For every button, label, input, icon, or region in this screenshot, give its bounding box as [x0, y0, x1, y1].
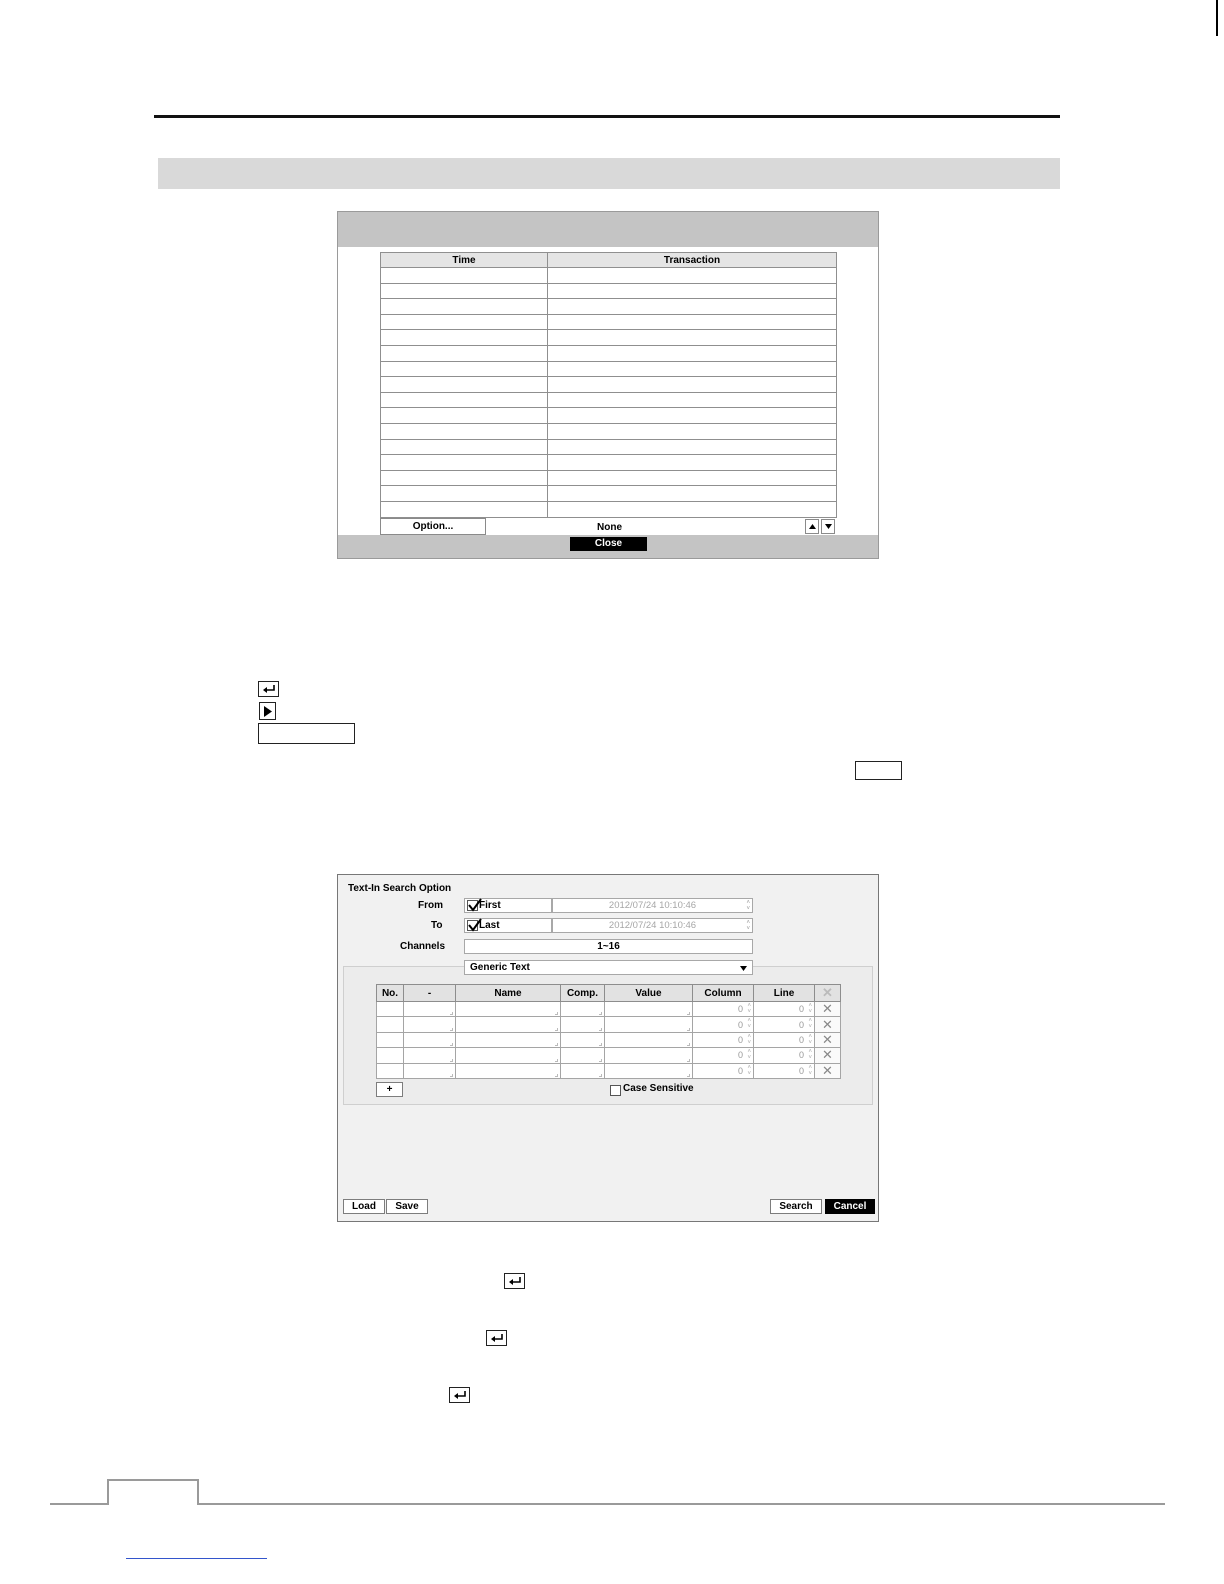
- dropdown-tick-icon: [687, 1074, 690, 1077]
- search-button[interactable]: Search: [770, 1199, 822, 1214]
- delete-row-icon[interactable]: ✕: [815, 1017, 841, 1032]
- transaction-cell: [548, 361, 837, 377]
- enter-key-icon: [486, 1330, 507, 1346]
- time-cell: [381, 361, 548, 377]
- dropdown-tick-icon: [450, 1059, 453, 1062]
- save-button[interactable]: Save: [386, 1199, 428, 1214]
- dash-cell[interactable]: [404, 1017, 456, 1032]
- table-row[interactable]: [381, 299, 837, 315]
- table-row[interactable]: [381, 408, 837, 424]
- arrow-up-icon: [809, 524, 816, 529]
- dropdown-tick-icon: [555, 1012, 558, 1015]
- name-cell[interactable]: [456, 1032, 561, 1047]
- transaction-cell: [548, 377, 837, 393]
- spin-icon[interactable]: ˄ ˅: [808, 1033, 812, 1046]
- enter-key-icon: [504, 1273, 525, 1289]
- transaction-cell: [548, 392, 837, 408]
- line-cell[interactable]: 0 ˄ ˅: [754, 1048, 815, 1063]
- from-first-field[interactable]: [464, 898, 552, 913]
- footer-rule: [50, 1503, 108, 1505]
- line-cell[interactable]: 0 ˄ ˅: [754, 1063, 815, 1078]
- column-header-dash: -: [404, 985, 456, 1002]
- from-datetime-field[interactable]: [552, 898, 753, 913]
- comp-cell[interactable]: [561, 1017, 605, 1032]
- value-cell[interactable]: [605, 1032, 693, 1047]
- footer-rule: [198, 1503, 1165, 1505]
- dropdown-tick-icon: [555, 1043, 558, 1046]
- dropdown-tick-icon: [687, 1028, 690, 1031]
- line-cell[interactable]: 0 ˄ ˅: [754, 1017, 815, 1032]
- device-type-value: Generic Text: [470, 962, 530, 973]
- comp-cell[interactable]: [561, 1002, 605, 1017]
- dropdown-tick-icon: [687, 1012, 690, 1015]
- column-header-no: No.: [377, 985, 404, 1002]
- option-button[interactable]: Option...: [380, 518, 486, 535]
- enter-key-icon: [449, 1387, 470, 1403]
- dash-cell[interactable]: [404, 1032, 456, 1047]
- transaction-cell: [548, 486, 837, 502]
- criteria-table: [376, 984, 841, 1079]
- time-cell: [381, 455, 548, 471]
- from-first-label: First: [479, 900, 501, 911]
- spin-icon[interactable]: ˄ ˅: [808, 1064, 812, 1077]
- text-in-search-results-dialog: [337, 211, 879, 559]
- scroll-up-button[interactable]: [805, 519, 819, 534]
- dropdown-tick-icon: [555, 1028, 558, 1031]
- delete-row-icon[interactable]: ✕: [815, 1002, 841, 1017]
- spin-icon[interactable]: ˄ ˅: [808, 1018, 812, 1031]
- table-row[interactable]: [381, 361, 837, 377]
- channels-field[interactable]: [464, 939, 753, 954]
- dropdown-tick-icon: [450, 1012, 453, 1015]
- table-row[interactable]: [381, 470, 837, 486]
- criteria-row: [377, 1017, 841, 1032]
- column-cell[interactable]: 0 ˄ ˅: [693, 1032, 754, 1047]
- transaction-cell: [548, 408, 837, 424]
- time-cell: [381, 439, 548, 455]
- table-row[interactable]: [381, 392, 837, 408]
- table-row[interactable]: [381, 345, 837, 361]
- column-cell[interactable]: 0 ˄ ˅: [693, 1017, 754, 1032]
- comp-cell[interactable]: [561, 1032, 605, 1047]
- delete-row-icon[interactable]: ✕: [815, 1048, 841, 1063]
- spin-icon[interactable]: ˄ ˅: [746, 920, 750, 932]
- no-cell: [377, 1063, 404, 1078]
- to-last-checkbox[interactable]: [467, 920, 478, 931]
- spin-icon[interactable]: ˄ ˅: [808, 1003, 812, 1015]
- transaction-cell: [548, 455, 837, 471]
- time-cell: [381, 314, 548, 330]
- criteria-row: [377, 1048, 841, 1063]
- dialog-title-bar: [338, 212, 878, 247]
- chevron-down-icon: [740, 966, 747, 971]
- no-cell: [377, 1002, 404, 1017]
- column-header-transaction[interactable]: Transaction: [548, 253, 837, 268]
- table-row[interactable]: [381, 314, 837, 330]
- transaction-cell: [548, 299, 837, 315]
- to-datetime-field[interactable]: [552, 918, 753, 933]
- dropdown-tick-icon: [687, 1059, 690, 1062]
- column-header-value: Value: [605, 985, 693, 1002]
- dropdown-tick-icon: [555, 1059, 558, 1062]
- channels-label: Channels: [400, 941, 446, 952]
- time-cell: [381, 330, 548, 346]
- value-cell[interactable]: [605, 1002, 693, 1017]
- delete-row-icon[interactable]: ✕: [815, 1032, 841, 1047]
- case-sensitive-label: Case Sensitive: [623, 1083, 694, 1094]
- delete-all-icon: ✕: [815, 985, 841, 1002]
- table-row[interactable]: [381, 486, 837, 502]
- header-rule: [154, 115, 1060, 118]
- criteria-row: [377, 1002, 841, 1017]
- time-cell: [381, 345, 548, 361]
- table-row[interactable]: [381, 377, 837, 393]
- line-cell[interactable]: 0 ˄ ˅: [754, 1002, 815, 1017]
- channels-value: 1~16: [597, 941, 620, 952]
- from-datetime-value: 2012/07/24 10:10:46: [608, 900, 697, 911]
- transaction-cell: [548, 314, 837, 330]
- value-cell[interactable]: [605, 1017, 693, 1032]
- dropdown-tick-icon: [450, 1028, 453, 1031]
- transaction-cell: [548, 470, 837, 486]
- name-cell[interactable]: [456, 1063, 561, 1078]
- transaction-cell: [548, 283, 837, 299]
- page-corner-mark: [1216, 0, 1218, 36]
- column-cell[interactable]: 0 ˄ ˅: [693, 1048, 754, 1063]
- name-cell[interactable]: [456, 1048, 561, 1063]
- name-cell[interactable]: [456, 1017, 561, 1032]
- arrow-down-icon: [825, 524, 832, 529]
- from-first-checkbox[interactable]: [467, 900, 478, 911]
- section-heading-band: [158, 158, 1060, 189]
- criteria-row: [377, 1032, 841, 1047]
- time-cell: [381, 501, 548, 517]
- menu-button-icon: [258, 723, 355, 744]
- dropdown-tick-icon: [687, 1043, 690, 1046]
- transaction-cell: [548, 501, 837, 517]
- dropdown-tick-icon: [599, 1074, 602, 1077]
- add-criteria-button[interactable]: +: [376, 1082, 403, 1097]
- time-cell: [381, 283, 548, 299]
- dropdown-tick-icon: [599, 1012, 602, 1015]
- column-header-column: Column: [693, 985, 754, 1002]
- device-type-dropdown[interactable]: [464, 960, 753, 975]
- column-header-line: Line: [754, 985, 815, 1002]
- time-cell: [381, 423, 548, 439]
- spin-icon[interactable]: ˄ ˅: [747, 1033, 751, 1046]
- criteria-row: [377, 1063, 841, 1078]
- column-header-time[interactable]: Time: [381, 253, 548, 268]
- dropdown-tick-icon: [599, 1059, 602, 1062]
- comp-cell[interactable]: [561, 1048, 605, 1063]
- table-row[interactable]: [381, 501, 837, 517]
- name-cell[interactable]: [456, 1002, 561, 1017]
- no-cell: [377, 1032, 404, 1047]
- time-cell: [381, 470, 548, 486]
- time-cell: [381, 377, 548, 393]
- dash-cell[interactable]: [404, 1048, 456, 1063]
- page-number-tab: [107, 1479, 199, 1505]
- time-cell: [381, 486, 548, 502]
- transaction-cell: [548, 345, 837, 361]
- comp-cell[interactable]: [561, 1063, 605, 1078]
- time-cell: [381, 408, 548, 424]
- delete-row-icon[interactable]: ✕: [815, 1063, 841, 1078]
- footer-link-underline: [126, 1558, 267, 1559]
- time-cell: [381, 268, 548, 284]
- table-row[interactable]: [381, 283, 837, 299]
- spin-icon[interactable]: ˄ ˅: [747, 1003, 751, 1015]
- filter-status-label: None: [597, 522, 622, 533]
- dash-cell[interactable]: [404, 1063, 456, 1078]
- to-label: To: [431, 920, 443, 931]
- transaction-cell: [548, 439, 837, 455]
- to-datetime-value: 2012/07/24 10:10:46: [608, 920, 697, 931]
- transaction-cell: [548, 423, 837, 439]
- to-last-label: Last: [479, 920, 500, 931]
- from-label: From: [418, 900, 443, 911]
- spin-icon[interactable]: ˄ ˅: [808, 1049, 812, 1062]
- spin-icon[interactable]: ˄ ˅: [747, 1018, 751, 1031]
- text-in-search-option-dialog: [337, 874, 879, 1222]
- transaction-cell: [548, 330, 837, 346]
- dropdown-tick-icon: [450, 1043, 453, 1046]
- dropdown-tick-icon: [599, 1028, 602, 1031]
- no-cell: [377, 1048, 404, 1063]
- value-cell[interactable]: [605, 1063, 693, 1078]
- column-cell[interactable]: 0 ˄ ˅: [693, 1002, 754, 1017]
- time-cell: [381, 299, 548, 315]
- line-cell[interactable]: 0 ˄ ˅: [754, 1032, 815, 1047]
- results-table: [380, 252, 837, 518]
- time-cell: [381, 392, 548, 408]
- enter-key-icon: [258, 681, 279, 697]
- spin-icon[interactable]: ˄ ˅: [747, 1049, 751, 1062]
- column-cell[interactable]: 0 ˄ ˅: [693, 1063, 754, 1078]
- scroll-down-button[interactable]: [821, 519, 835, 534]
- dropdown-tick-icon: [555, 1074, 558, 1077]
- case-sensitive-checkbox[interactable]: [610, 1085, 621, 1096]
- close-button[interactable]: Close: [570, 537, 647, 551]
- value-cell[interactable]: [605, 1048, 693, 1063]
- cancel-button[interactable]: Cancel: [825, 1199, 875, 1214]
- button-icon: [855, 761, 902, 780]
- transaction-cell: [548, 268, 837, 284]
- to-last-field[interactable]: [464, 918, 552, 933]
- play-key-icon: [259, 702, 276, 720]
- spin-icon[interactable]: ˄ ˅: [747, 1064, 751, 1077]
- table-row[interactable]: [381, 268, 837, 284]
- dropdown-tick-icon: [450, 1074, 453, 1077]
- dropdown-tick-icon: [599, 1043, 602, 1046]
- column-header-name: Name: [456, 985, 561, 1002]
- spin-icon[interactable]: ˄ ˅: [746, 900, 750, 912]
- column-header-comp: Comp.: [561, 985, 605, 1002]
- table-row[interactable]: [381, 455, 837, 471]
- table-row[interactable]: [381, 439, 837, 455]
- dash-cell[interactable]: [404, 1002, 456, 1017]
- dialog-title: Text-In Search Option: [348, 883, 452, 894]
- table-row[interactable]: [381, 423, 837, 439]
- load-button[interactable]: Load: [343, 1199, 385, 1214]
- table-row[interactable]: [381, 330, 837, 346]
- no-cell: [377, 1017, 404, 1032]
